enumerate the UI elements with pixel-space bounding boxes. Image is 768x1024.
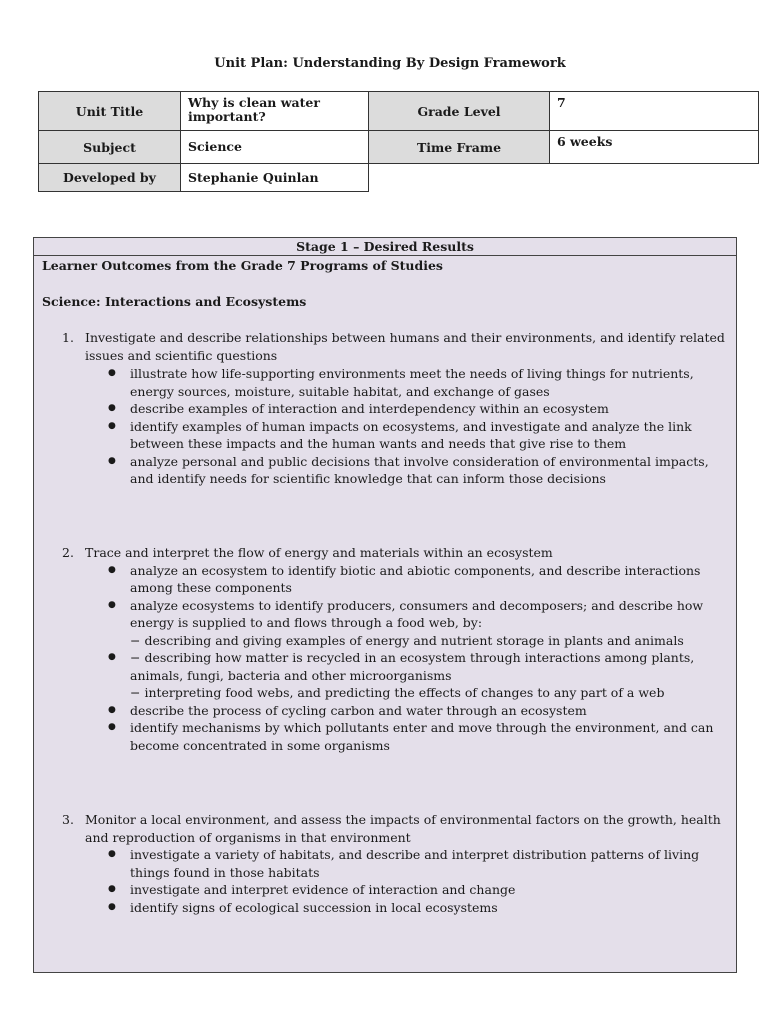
outcome-1 <box>62 329 732 488</box>
learner-outcomes-heading: Learner Outcomes from the Grade 7 Programs of Studies <box>42 258 443 273</box>
developed-by-value: Stephanie Quinlan <box>181 164 369 192</box>
unit-info-table <box>38 91 759 192</box>
bullet-icon: ● <box>108 368 116 378</box>
stage1-header: Stage 1 – Desired Results <box>34 238 736 256</box>
outcome-text: Trace and interpret the flow of energy and materials within an ecosystem <box>85 545 553 560</box>
stage1-section <box>33 237 737 973</box>
time-frame-value: 6 weeks <box>550 131 759 164</box>
bullet-icon: ● <box>108 403 116 413</box>
list-item: ● − describing how matter is recycled in an ecosystem through interactions among plants, animals, fungi, bacteria and other microorganisms − interpreting food webs, and predicting the effects of changes to any part of a web <box>130 649 732 702</box>
outcome-2-bullets <box>108 562 732 755</box>
outcome-2 <box>62 544 732 754</box>
outcome-number: 1. <box>62 330 74 345</box>
bullet-icon: ● <box>108 420 116 431</box>
document-title: Unit Plan: Understanding By Design Framework <box>214 56 566 71</box>
subject-value: Science <box>181 131 369 164</box>
list-item: ● analyze an ecosystem to identify biotic and abiotic components, and describe interactions among these components <box>108 562 701 595</box>
list-item: ● analyze ecosystems to identify producers, consumers and decomposers; and describe how energy is supplied to and flows through a food web, by: − describing and giving examples of energy and nutrient storage in plants and animals <box>130 597 732 650</box>
unit-title-value: Why is clean water important? <box>181 92 369 131</box>
bullet-icon: ● <box>108 901 116 912</box>
bullet-icon: ● <box>108 704 116 715</box>
list-item: ● analyze personal and public decisions that involve consideration of environmental impacts, and identify needs for scientific knowledge that can inform those decisions <box>108 453 709 486</box>
list-item: ● illustrate how life-supporting environments meet the needs of living things for nutrients, energy sources, moisture, suitable habitat, and exchange of gases <box>108 366 694 399</box>
list-item: ● identify signs of ecological succession in local ecosystems <box>108 899 498 915</box>
list-item: ● investigate a variety of habitats, and describe and interpret distribution patterns of living things found in those habitats <box>108 847 700 880</box>
bullet-icon: ● <box>108 884 116 894</box>
bullet-icon: ● <box>108 599 116 610</box>
sub-item: − interpreting food webs, and predicting the effects of changes to any part of a web <box>130 685 665 700</box>
developed-by-label: Developed by <box>39 164 181 192</box>
outcome-number: 2. <box>62 545 74 560</box>
bullet-icon: ● <box>108 564 116 575</box>
unit-title-label: Unit Title <box>39 92 181 131</box>
bullet-icon: ● <box>108 652 116 662</box>
list-item: ● identify mechanisms by which pollutants enter and move through the environment, and can become concentrated in some organisms <box>108 720 714 753</box>
bullet-icon: ● <box>108 722 116 732</box>
outcome-number: 3. <box>62 812 74 827</box>
subject-label: Subject <box>39 131 181 164</box>
outcome-text: Monitor a local environment, and assess the impacts of environmental factors on the growth, health and reproduction of organisms in that environment <box>85 812 721 845</box>
list-item: ● identify examples of human impacts on ecosystems, and investigate and analyze the link between these impacts and the human wants and needs that give rise to them <box>108 418 692 451</box>
outcome-3 <box>62 811 732 916</box>
bullet-icon: ● <box>108 849 116 859</box>
outcome-3-bullets <box>108 846 732 916</box>
time-frame-label: Time Frame <box>369 131 550 164</box>
bullet-icon: ● <box>108 455 116 466</box>
grade-level-label: Grade Level <box>369 92 550 131</box>
list-item: ● describe the process of cycling carbon and water through an ecosystem <box>108 702 587 718</box>
outcome-1-bullets <box>108 365 732 488</box>
science-heading: Science: Interactions and Ecosystems <box>42 294 307 309</box>
list-item: ● describe examples of interaction and interdependency within an ecosystem <box>108 401 609 416</box>
sub-item: − describing and giving examples of energy and nutrient storage in plants and animals <box>130 632 684 648</box>
outcome-text: Investigate and describe relationships between humans and their environments, and identify related issues and scientific questions <box>85 330 725 363</box>
grade-level-value: 7 <box>550 92 759 131</box>
list-item: ● investigate and interpret evidence of interaction and change <box>108 882 516 897</box>
